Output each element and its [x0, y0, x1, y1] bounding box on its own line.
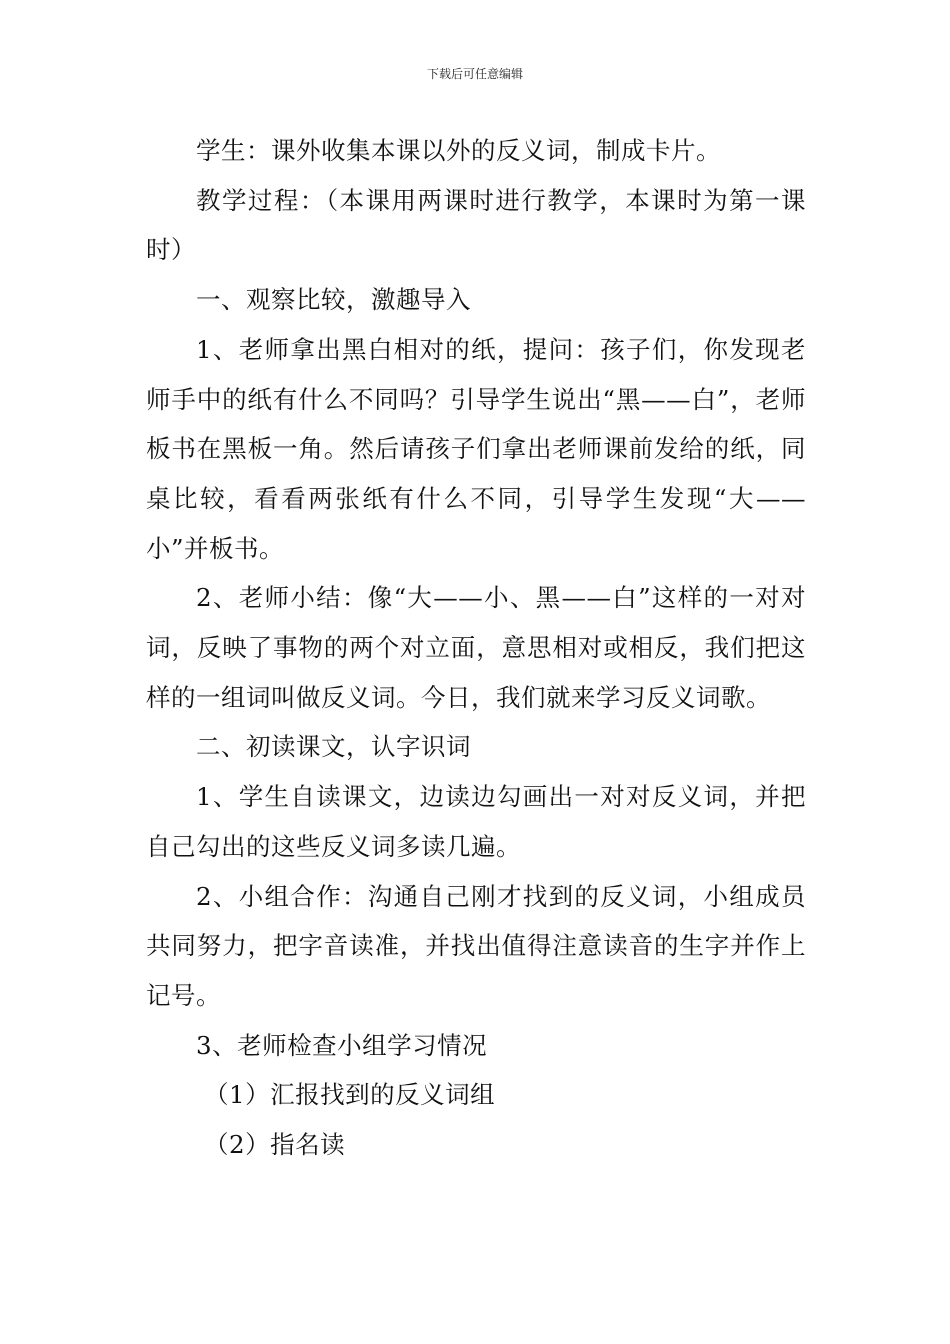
sub-item-2: （2）指名读 [204, 1130, 346, 1160]
document-body [146, 126, 806, 1170]
paragraph-step-1-1: 1、老师拿出黑白相对的纸，提问：孩子们，你发现老师手中的纸有什么不同吗？引导学生说出“黑——白”，老师板书在黑板一角。然后请孩子们拿出老师课前发给的纸，同桌比较，看看两张纸有什么不同，引导学生发现“大——小”并板书。 [146, 334, 806, 563]
paragraph-student-prep: 学生：课外收集本课以外的反义词，制成卡片。 [196, 136, 721, 165]
section-heading-2: 二、初读课文，认字识词 [196, 732, 471, 762]
paragraph-step-2-2: 2、小组合作：沟通自己刚才找到的反义词，小组成员共同努力，把字音读准，并找出值得注意读音的生字并作上记号。 [146, 881, 806, 1010]
paragraph-teaching-process: 教学过程：（本课用两课时进行教学，本课时为第一课时） [146, 185, 806, 265]
paragraph-step-1-2: 2、老师小结：像“大——小、黑——白”这样的一对对词，反映了事物的两个对立面，意思相对或相反，我们把这样的一组词叫做反义词。今日，我们就来学习反义词歌。 [146, 583, 806, 712]
paragraph-step-2-3: 3、老师检查小组学习情况 [196, 1030, 488, 1060]
section-heading-1: 一、观察比较，激趣导入 [196, 285, 471, 315]
sub-item-1: （1）汇报找到的反义词组 [204, 1080, 496, 1110]
page-header: 下载后可任意编辑 [426, 67, 523, 81]
paragraph-step-2-1: 1、学生自读课文，边读边勾画出一对对反义词，并把自己勾出的这些反义词多读几遍。 [146, 782, 806, 861]
